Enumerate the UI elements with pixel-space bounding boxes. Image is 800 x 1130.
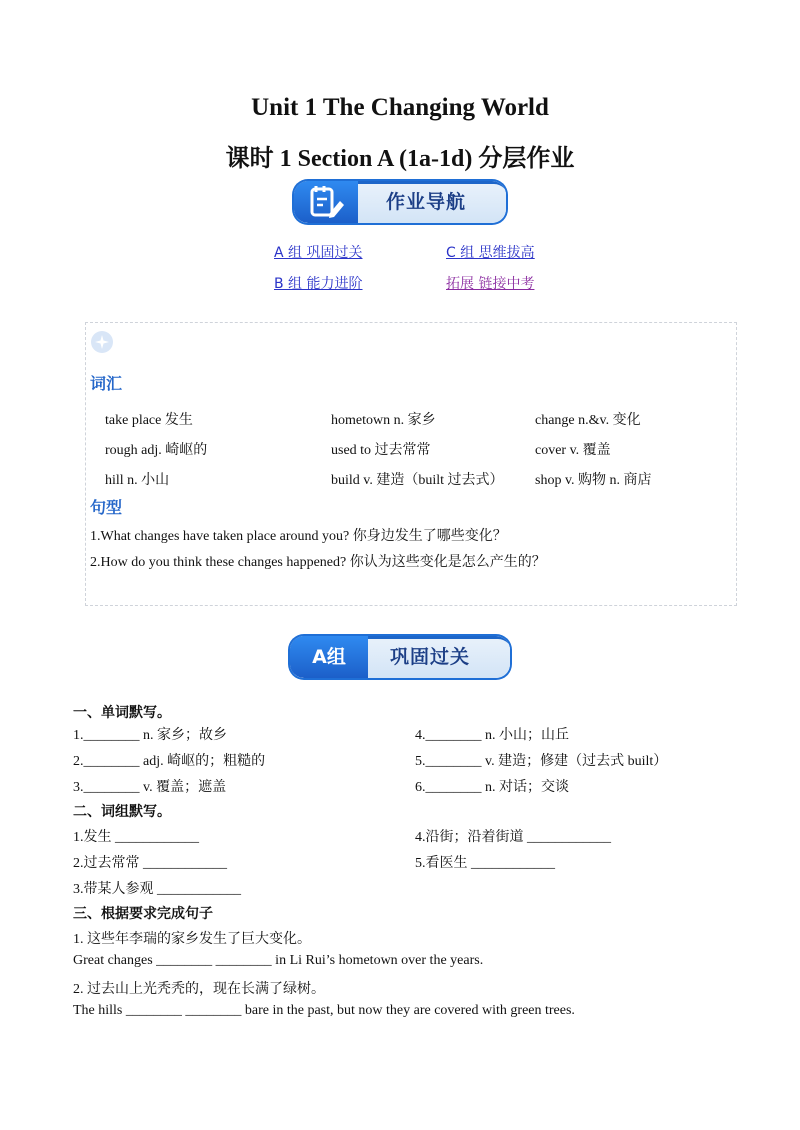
notepad-pen-icon [294,181,358,223]
nav-link-extension[interactable]: 拓展 链接中考 [446,276,535,292]
exercise-item: 5.________ v. 建造；修建（过去式 built） [415,754,668,769]
vocab-heading: 词汇 [90,374,123,393]
nav-banner [294,181,506,223]
nav-link-group-b[interactable]: B 组 能力进阶 [274,276,363,292]
section-3-title: 三、根据要求完成句子 [73,906,213,922]
page-subtitle: 课时 1 Section A (1a-1d) 分层作业 [225,146,575,172]
vocab-item: used to 过去常常 [331,443,431,458]
vocab-item: shop v. 购物 n. 商店 [535,473,652,488]
exercise-item: 2.________ adj. 崎岖的；粗糙的 [73,754,266,769]
exercise-item: 1.发生 ____________ [73,830,199,845]
exercise-item: 3.带某人参观 ____________ [73,882,241,897]
exercise-item: The hills ________ ________ bare in the past, but now they are covered with green trees. [73,1003,575,1018]
vocab-item: take place 发生 [105,413,193,428]
exercise-item: 4.沿街；沿着街道 ____________ [415,830,611,845]
vocab-item: hometown n. 家乡 [331,413,436,428]
exercise-item: 1.________ n. 家乡；故乡 [73,728,227,743]
section-2-title: 二、词组默写。 [73,804,171,820]
vocab-item: change n.&v. 变化 [535,413,641,428]
nav-link-group-c[interactable]: C 组 思维拔高 [446,245,535,261]
sparkle-icon [90,330,114,354]
exercise-item: 5.看医生 ____________ [415,856,555,871]
group-a-banner [290,636,510,678]
vocab-item: hill n. 小山 [105,473,170,488]
sentence-heading: 句型 [90,498,123,517]
group-a-banner-left: A组 [312,646,346,668]
sentence-item: 1.What changes have taken place around you? 你身边发生了哪些变化？ [90,529,507,544]
nav-link-group-a[interactable]: A 组 巩固过关 [274,245,363,261]
sentence-item: 2.How do you think these changes happened? 你认为这些变化是怎么产生的？ [90,555,546,570]
exercise-item: 3.________ v. 覆盖；遮盖 [73,780,227,795]
notepad-icon-block [294,181,358,223]
group-a-banner-right: 巩固过关 [390,646,471,668]
page-title: Unit 1 The Changing World [251,94,549,121]
vocab-item: build v. 建造（built 过去式） [331,473,504,488]
nav-banner-label: 作业导航 [386,191,467,213]
exercise-item: 1. 这些年李瑞的家乡发生了巨大变化。 [73,932,311,947]
vocab-item: cover v. 覆盖 [535,443,611,458]
exercise-item: Great changes ________ ________ in Li Rui’s hometown over the years. [73,953,484,968]
exercise-item: 2.过去常常 ____________ [73,856,227,871]
vocab-item: rough adj. 崎岖的 [105,443,208,458]
section-1-title: 一、单词默写。 [73,705,171,721]
exercise-item: 2. 过去山上光秃秃的，现在长满了绿树。 [73,982,325,997]
exercise-item: 6.________ n. 对话；交谈 [415,780,569,795]
exercise-item: 4.________ n. 小山；山丘 [415,728,569,743]
